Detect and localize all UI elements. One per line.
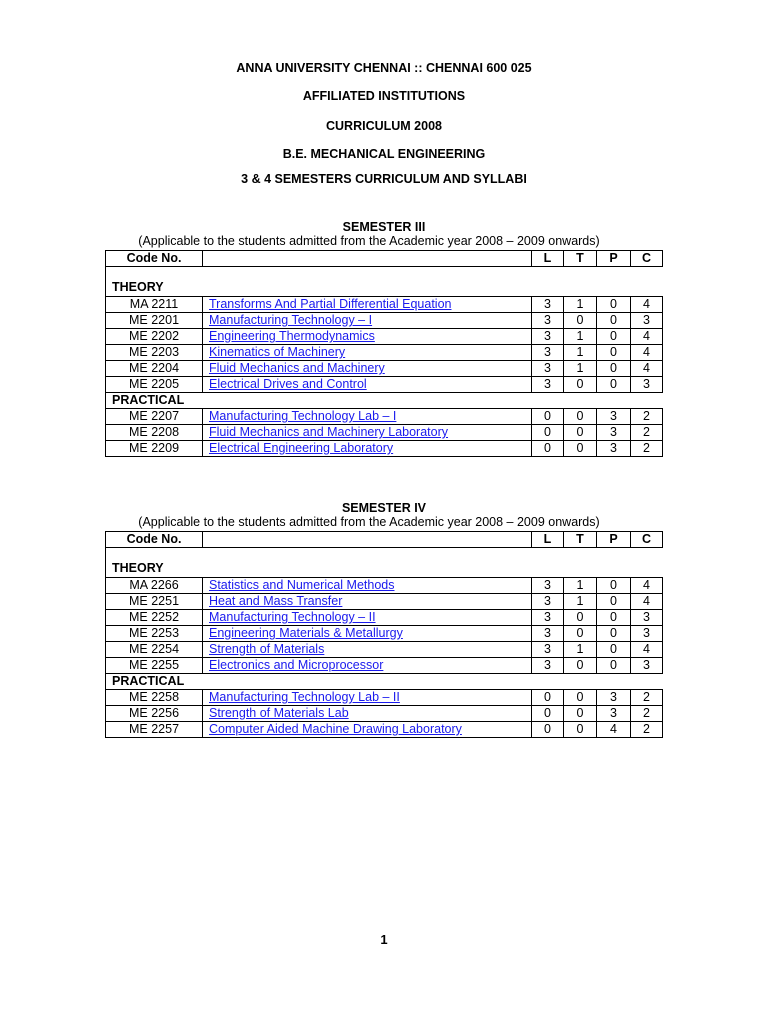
credit-c: 2	[631, 425, 663, 441]
course-title-cell	[203, 345, 532, 361]
table-row	[106, 377, 663, 393]
credit-p: 0	[597, 313, 631, 329]
course-code: ME 2257	[106, 722, 203, 738]
column-header-t: T	[564, 532, 597, 548]
course-title-cell	[203, 425, 532, 441]
course-code: ME 2255	[106, 658, 203, 674]
course-title-link[interactable]: Fluid Mechanics and Machinery	[209, 361, 385, 375]
course-title-cell	[203, 722, 532, 738]
table-row	[106, 594, 663, 610]
credit-c: 4	[631, 642, 663, 658]
practical-label: PRACTICAL	[106, 674, 663, 690]
course-title-cell	[203, 329, 532, 345]
table-row	[106, 658, 663, 674]
course-code: MA 2211	[106, 297, 203, 313]
practical-section-row	[106, 393, 663, 409]
credit-t: 1	[564, 297, 597, 313]
course-code: ME 2205	[106, 377, 203, 393]
credit-p: 0	[597, 626, 631, 642]
credit-c: 4	[631, 594, 663, 610]
course-title-cell	[203, 377, 532, 393]
table-row	[106, 642, 663, 658]
credit-p: 0	[597, 578, 631, 594]
credit-c: 4	[631, 361, 663, 377]
credit-p: 0	[597, 610, 631, 626]
course-code: ME 2204	[106, 361, 203, 377]
course-title-cell	[203, 610, 532, 626]
credit-p: 0	[597, 377, 631, 393]
credit-t: 0	[564, 425, 597, 441]
credit-c: 3	[631, 658, 663, 674]
column-header-title	[203, 251, 532, 267]
page-number: 1	[380, 932, 388, 947]
curriculum-title: CURRICULUM 2008	[326, 119, 442, 133]
credit-p: 4	[597, 722, 631, 738]
credit-t: 0	[564, 690, 597, 706]
theory-section-row	[106, 548, 663, 578]
table-row	[106, 297, 663, 313]
table-row	[106, 345, 663, 361]
credit-l: 3	[532, 594, 564, 610]
credit-l: 0	[532, 425, 564, 441]
table-row	[106, 409, 663, 425]
course-title-cell	[203, 626, 532, 642]
degree-title: B.E. MECHANICAL ENGINEERING	[282, 147, 486, 161]
course-title-cell	[203, 441, 532, 457]
table-row	[106, 425, 663, 441]
practical-section-row	[106, 674, 663, 690]
credit-t: 0	[564, 409, 597, 425]
credit-t: 0	[564, 658, 597, 674]
credit-l: 0	[532, 706, 564, 722]
credit-l: 3	[532, 578, 564, 594]
credit-l: 3	[532, 297, 564, 313]
course-title-link[interactable]: Engineering Thermodynamics	[209, 329, 375, 343]
credit-t: 0	[564, 722, 597, 738]
credit-t: 1	[564, 345, 597, 361]
course-title-cell	[203, 642, 532, 658]
credit-l: 3	[532, 642, 564, 658]
course-title-link[interactable]: Fluid Mechanics and Machinery Laboratory	[209, 425, 449, 439]
credit-c: 2	[631, 690, 663, 706]
course-title-cell	[203, 361, 532, 377]
course-title-link[interactable]: Computer Aided Machine Drawing Laboratory	[209, 722, 462, 736]
credit-p: 0	[597, 361, 631, 377]
credit-p: 3	[597, 690, 631, 706]
course-title-link[interactable]: Transforms And Partial Differential Equation	[209, 297, 452, 311]
credit-p: 3	[597, 706, 631, 722]
course-code: ME 2201	[106, 313, 203, 329]
table-row	[106, 706, 663, 722]
course-title-link[interactable]: Strength of Materials Lab	[209, 706, 349, 720]
credit-p: 3	[597, 425, 631, 441]
course-code: ME 2207	[106, 409, 203, 425]
credit-c: 4	[631, 345, 663, 361]
credit-p: 3	[597, 441, 631, 457]
credit-t: 0	[564, 313, 597, 329]
theory-section-row	[106, 267, 663, 297]
column-header-l: L	[532, 251, 564, 267]
table-row	[106, 329, 663, 345]
course-title-link[interactable]: Manufacturing Technology Lab – II	[209, 690, 400, 704]
credit-c: 3	[631, 610, 663, 626]
credit-l: 3	[532, 361, 564, 377]
course-title-link[interactable]: Manufacturing Technology Lab – I	[209, 409, 397, 423]
course-title-cell	[203, 706, 532, 722]
credit-t: 0	[564, 377, 597, 393]
credit-c: 4	[631, 329, 663, 345]
course-title-cell	[203, 409, 532, 425]
affiliation-title: AFFILIATED INSTITUTIONS	[302, 89, 466, 103]
course-title-link[interactable]: Electrical Drives and Control	[209, 377, 367, 391]
course-title-cell	[203, 297, 532, 313]
table-row	[106, 690, 663, 706]
course-code: ME 2203	[106, 345, 203, 361]
column-header-c: C	[631, 251, 663, 267]
credit-c: 3	[631, 377, 663, 393]
credit-l: 3	[532, 610, 564, 626]
table-row	[106, 722, 663, 738]
column-header-code: Code No.	[106, 532, 203, 548]
credit-c: 2	[631, 409, 663, 425]
credit-t: 1	[564, 578, 597, 594]
credit-l: 3	[532, 313, 564, 329]
course-title-link[interactable]: Manufacturing Technology – II	[209, 610, 376, 624]
credit-l: 3	[532, 658, 564, 674]
course-code: ME 2202	[106, 329, 203, 345]
credit-c: 2	[631, 722, 663, 738]
credit-l: 3	[532, 345, 564, 361]
credit-p: 0	[597, 345, 631, 361]
scope-title: 3 & 4 SEMESTERS CURRICULUM AND SYLLABI	[241, 172, 527, 186]
credit-p: 0	[597, 329, 631, 345]
course-code: ME 2252	[106, 610, 203, 626]
credit-l: 0	[532, 722, 564, 738]
course-code: ME 2209	[106, 441, 203, 457]
course-title-cell	[203, 594, 532, 610]
credit-t: 0	[564, 626, 597, 642]
course-title-link[interactable]: Kinematics of Machinery	[209, 345, 346, 359]
semester-note: (Applicable to the students admitted from the Academic year 2008 – 2009 onwards)	[138, 515, 600, 529]
course-title-link[interactable]: Statistics and Numerical Methods	[209, 578, 395, 592]
credit-p: 0	[597, 297, 631, 313]
theory-label: THEORY	[106, 267, 663, 297]
credit-t: 1	[564, 329, 597, 345]
column-header-t: T	[564, 251, 597, 267]
course-code: ME 2251	[106, 594, 203, 610]
credit-t: 0	[564, 441, 597, 457]
semester-title: SEMESTER III	[342, 220, 426, 234]
table-row	[106, 626, 663, 642]
credit-l: 0	[532, 409, 564, 425]
course-title-cell	[203, 658, 532, 674]
column-header-l: L	[532, 532, 564, 548]
course-title-link[interactable]: Electrical Engineering Laboratory	[209, 441, 394, 455]
credit-l: 3	[532, 329, 564, 345]
credit-t: 1	[564, 642, 597, 658]
credit-p: 0	[597, 642, 631, 658]
course-title-link[interactable]: Strength of Materials	[209, 642, 325, 656]
course-title-link[interactable]: Heat and Mass Transfer	[209, 594, 343, 608]
table-row	[106, 361, 663, 377]
semester-title: SEMESTER IV	[341, 501, 427, 515]
semester-note: (Applicable to the students admitted from the Academic year 2008 – 2009 onwards)	[138, 234, 600, 248]
credit-p: 0	[597, 658, 631, 674]
practical-label: PRACTICAL	[106, 393, 663, 409]
table-row	[106, 610, 663, 626]
course-code: MA 2266	[106, 578, 203, 594]
course-title-link[interactable]: Manufacturing Technology – I	[209, 313, 373, 327]
credit-c: 3	[631, 626, 663, 642]
course-code: ME 2256	[106, 706, 203, 722]
table-row	[106, 578, 663, 594]
course-title-cell	[203, 313, 532, 329]
course-title-link[interactable]: Electronics and Microprocessor	[209, 658, 384, 672]
column-header-p: P	[597, 251, 631, 267]
credit-l: 3	[532, 626, 564, 642]
credit-c: 4	[631, 578, 663, 594]
credit-t: 0	[564, 706, 597, 722]
course-title-cell	[203, 690, 532, 706]
credit-t: 1	[564, 594, 597, 610]
course-code: ME 2208	[106, 425, 203, 441]
semester-3-table	[105, 250, 663, 457]
theory-label: THEORY	[106, 548, 663, 578]
column-header-p: P	[597, 532, 631, 548]
column-header-code: Code No.	[106, 251, 203, 267]
course-code: ME 2253	[106, 626, 203, 642]
course-code: ME 2254	[106, 642, 203, 658]
table-header-row	[106, 532, 663, 548]
credit-l: 0	[532, 690, 564, 706]
table-header-row	[106, 251, 663, 267]
column-header-c: C	[631, 532, 663, 548]
credit-c: 2	[631, 706, 663, 722]
credit-t: 1	[564, 361, 597, 377]
course-title-cell	[203, 578, 532, 594]
semester-4-table	[105, 531, 663, 738]
table-row	[106, 313, 663, 329]
column-header-title	[203, 532, 532, 548]
credit-p: 0	[597, 594, 631, 610]
credit-l: 0	[532, 441, 564, 457]
credit-t: 0	[564, 610, 597, 626]
credit-l: 3	[532, 377, 564, 393]
credit-c: 2	[631, 441, 663, 457]
credit-c: 3	[631, 313, 663, 329]
university-title: ANNA UNIVERSITY CHENNAI :: CHENNAI 600 025	[236, 61, 532, 75]
credit-c: 4	[631, 297, 663, 313]
course-code: ME 2258	[106, 690, 203, 706]
course-title-link[interactable]: Engineering Materials & Metallurgy	[209, 626, 403, 640]
credit-p: 3	[597, 409, 631, 425]
table-row	[106, 441, 663, 457]
